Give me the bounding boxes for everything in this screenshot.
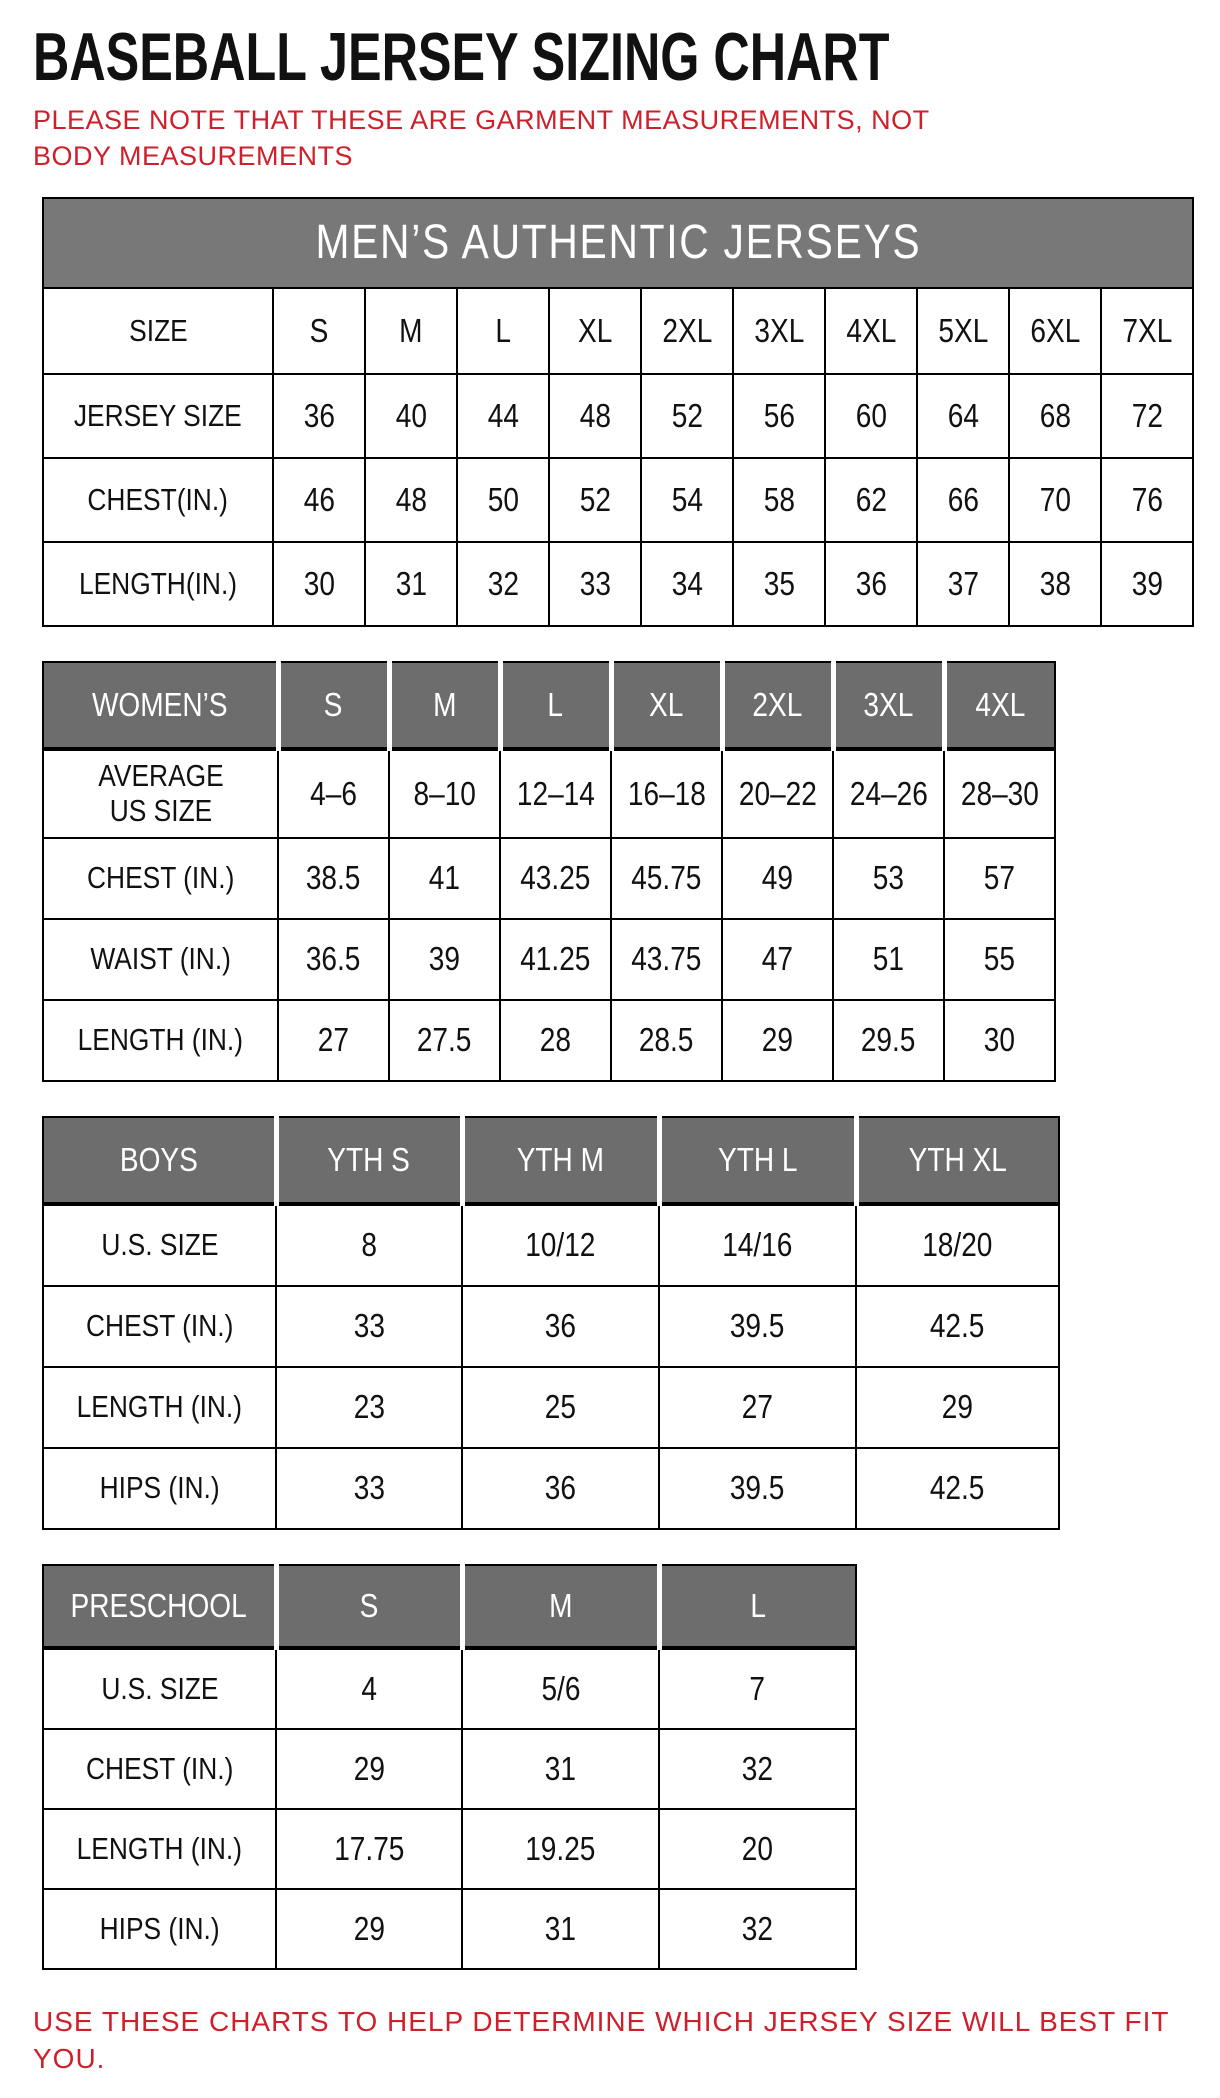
preschool-cell: 19.25 [462, 1809, 659, 1889]
boys-cell: 33 [276, 1286, 462, 1367]
mens-cell: 39 [1101, 542, 1193, 626]
womens-cell: 20–22 [722, 749, 833, 838]
boys-cell: 25 [462, 1367, 659, 1448]
boys-cell: 23 [276, 1367, 462, 1448]
mens-cell: 46 [273, 458, 365, 542]
womens-length-row [43, 1000, 1055, 1081]
boys-header-cell: YTH M [462, 1117, 659, 1204]
mens-cell: 37 [917, 542, 1009, 626]
mens-cell: 36 [273, 374, 365, 458]
boys-cell: 39.5 [659, 1286, 856, 1367]
mens-cell: 40 [365, 374, 457, 458]
mens-cell: 70 [1009, 458, 1101, 542]
mens-row-label: CHEST(IN.) [43, 458, 273, 542]
womens-cell: 24–26 [833, 749, 944, 838]
womens-cell: 51 [833, 919, 944, 1000]
preschool-length-row [43, 1809, 856, 1889]
preschool-cell: 17.75 [276, 1809, 462, 1889]
womens-header-cell: S [278, 662, 389, 749]
womens-cell: 41 [389, 838, 500, 919]
preschool-cell: 29 [276, 1729, 462, 1809]
preschool-row-label: U.S. SIZE [43, 1648, 276, 1729]
boys-cell: 14/16 [659, 1204, 856, 1286]
womens-cell: 30 [944, 1000, 1055, 1081]
page-title [33, 19, 1200, 95]
mens-cell: 30 [273, 542, 365, 626]
preschool-header-cell: S [276, 1565, 462, 1648]
preschool-cell: 4 [276, 1648, 462, 1729]
boys-row-label: CHEST (IN.) [43, 1286, 276, 1367]
mens-cell: 34 [641, 542, 733, 626]
boys-hips-row [43, 1448, 1059, 1529]
boys-header-row [43, 1117, 1059, 1204]
womens-cell: 29 [722, 1000, 833, 1081]
boys-cell: 27 [659, 1367, 856, 1448]
womens-header-cell: 4XL [944, 662, 1055, 749]
boys-cell: 10/12 [462, 1204, 659, 1286]
womens-row-label: LENGTH (IN.) [43, 1000, 278, 1081]
preschool-header-cell: M [462, 1565, 659, 1648]
mens-cell: 48 [365, 458, 457, 542]
boys-cell: 42.5 [856, 1448, 1059, 1529]
boys-header-cell: YTH S [276, 1117, 462, 1204]
preschool-cell: 32 [659, 1889, 856, 1969]
boys-cell: 33 [276, 1448, 462, 1529]
womens-chest-row [43, 838, 1055, 919]
mens-jersey-size-row [43, 374, 1193, 458]
mens-cell: 76 [1101, 458, 1193, 542]
mens-cell: 66 [917, 458, 1009, 542]
boys-cell: 36 [462, 1448, 659, 1529]
boys-cell: 36 [462, 1286, 659, 1367]
womens-cell: 53 [833, 838, 944, 919]
boys-cell: 39.5 [659, 1448, 856, 1529]
mens-cell: 62 [825, 458, 917, 542]
mens-cell: 60 [825, 374, 917, 458]
preschool-cell: 31 [462, 1889, 659, 1969]
boys-header-cell: BOYS [43, 1117, 276, 1204]
mens-cell: 64 [917, 374, 1009, 458]
mens-banner-row [43, 198, 1193, 288]
mens-jerseys-table [42, 197, 1194, 627]
mens-cell: 52 [549, 458, 641, 542]
mens-header-cell: XL [549, 288, 641, 374]
preschool-jerseys-table [42, 1564, 857, 1970]
preschool-cell: 20 [659, 1809, 856, 1889]
womens-cell: 43.25 [500, 838, 611, 919]
womens-header-cell: 2XL [722, 662, 833, 749]
womens-cell: 8–10 [389, 749, 500, 838]
mens-cell: 54 [641, 458, 733, 542]
mens-cell: 44 [457, 374, 549, 458]
garment-measurements-note: PLEASE NOTE THAT THESE ARE GARMENT MEASUREMENTS, NOT BODY MEASUREMENTS [33, 105, 930, 172]
mens-header-cell: 4XL [825, 288, 917, 374]
mens-cell: 68 [1009, 374, 1101, 458]
preschool-cell: 29 [276, 1889, 462, 1969]
mens-chest-row [43, 458, 1193, 542]
womens-header-row [43, 662, 1055, 749]
mens-header-cell: 7XL [1101, 288, 1193, 374]
womens-waist-row [43, 919, 1055, 1000]
boys-row-label: LENGTH (IN.) [43, 1367, 276, 1448]
mens-cell: 48 [549, 374, 641, 458]
boys-cell: 29 [856, 1367, 1059, 1448]
mens-banner [43, 198, 1193, 288]
womens-header-cell: XL [611, 662, 722, 749]
womens-cell: 43.75 [611, 919, 722, 1000]
boys-row-label: U.S. SIZE [43, 1204, 276, 1286]
womens-cell: 38.5 [278, 838, 389, 919]
mens-banner-text: MEN’S AUTHENTIC JERSEYS [315, 216, 921, 270]
mens-cell: 36 [825, 542, 917, 626]
womens-jerseys-table [42, 661, 1056, 1082]
boys-jerseys-table [42, 1116, 1060, 1530]
womens-cell: 4–6 [278, 749, 389, 838]
boys-us-size-row [43, 1204, 1059, 1286]
mens-length-row [43, 542, 1193, 626]
mens-cell: 56 [733, 374, 825, 458]
womens-row-label: AVERAGE US SIZE [43, 749, 278, 838]
womens-header-cell: L [500, 662, 611, 749]
womens-us-size-row [43, 749, 1055, 838]
mens-header-cell: 5XL [917, 288, 1009, 374]
boys-row-label: HIPS (IN.) [43, 1448, 276, 1529]
womens-cell: 16–18 [611, 749, 722, 838]
womens-cell: 28 [500, 1000, 611, 1081]
womens-cell: 45.75 [611, 838, 722, 919]
preschool-us-size-row [43, 1648, 856, 1729]
mens-cell: 58 [733, 458, 825, 542]
boys-chest-row [43, 1286, 1059, 1367]
preschool-hips-row [43, 1889, 856, 1969]
womens-row-label: CHEST (IN.) [43, 838, 278, 919]
boys-header-cell: YTH L [659, 1117, 856, 1204]
boys-cell: 42.5 [856, 1286, 1059, 1367]
boys-cell: 8 [276, 1204, 462, 1286]
womens-cell: 27.5 [389, 1000, 500, 1081]
preschool-cell: 7 [659, 1648, 856, 1729]
page-title-text: BASEBALL JERSEY SIZING CHART [33, 19, 890, 95]
preschool-cell: 32 [659, 1729, 856, 1809]
fit-advice-note: USE THESE CHARTS TO HELP DETERMINE WHICH JERSEY SIZE WILL BEST FIT YOU. [33, 2005, 1169, 2074]
preschool-cell: 31 [462, 1729, 659, 1809]
womens-cell: 27 [278, 1000, 389, 1081]
mens-header-cell: M [365, 288, 457, 374]
womens-cell: 47 [722, 919, 833, 1000]
womens-cell: 28–30 [944, 749, 1055, 838]
preschool-cell: 5/6 [462, 1648, 659, 1729]
mens-cell: 52 [641, 374, 733, 458]
preschool-row-label: LENGTH (IN.) [43, 1809, 276, 1889]
mens-header-row [43, 288, 1193, 374]
womens-cell: 36.5 [278, 919, 389, 1000]
preschool-chest-row [43, 1729, 856, 1809]
mens-cell: 72 [1101, 374, 1193, 458]
mens-cell: 35 [733, 542, 825, 626]
mens-row-label: LENGTH(IN.) [43, 542, 273, 626]
womens-cell: 39 [389, 919, 500, 1000]
womens-header-cell: 3XL [833, 662, 944, 749]
mens-header-cell: 6XL [1009, 288, 1101, 374]
mens-header-cell: 2XL [641, 288, 733, 374]
mens-cell: 32 [457, 542, 549, 626]
mens-cell: 50 [457, 458, 549, 542]
preschool-header-row [43, 1565, 856, 1648]
womens-cell: 28.5 [611, 1000, 722, 1081]
mens-header-cell: 3XL [733, 288, 825, 374]
womens-header-cell: WOMEN’S [43, 662, 278, 749]
mens-cell: 31 [365, 542, 457, 626]
womens-cell: 57 [944, 838, 1055, 919]
womens-cell: 12–14 [500, 749, 611, 838]
mens-header-cell: L [457, 288, 549, 374]
womens-cell: 29.5 [833, 1000, 944, 1081]
womens-cell: 49 [722, 838, 833, 919]
preschool-row-label: CHEST (IN.) [43, 1729, 276, 1809]
mens-row-label: JERSEY SIZE [43, 374, 273, 458]
mens-cell: 38 [1009, 542, 1101, 626]
boys-cell: 18/20 [856, 1204, 1059, 1286]
womens-header-cell: M [389, 662, 500, 749]
mens-cell: 33 [549, 542, 641, 626]
preschool-header-cell: L [659, 1565, 856, 1648]
boys-length-row [43, 1367, 1059, 1448]
womens-cell: 55 [944, 919, 1055, 1000]
preschool-header-cell: PRESCHOOL [43, 1565, 276, 1648]
womens-row-label: WAIST (IN.) [43, 919, 278, 1000]
mens-header-cell: SIZE [43, 288, 273, 374]
preschool-row-label: HIPS (IN.) [43, 1889, 276, 1969]
mens-header-cell: S [273, 288, 365, 374]
boys-header-cell: YTH XL [856, 1117, 1059, 1204]
womens-cell: 41.25 [500, 919, 611, 1000]
